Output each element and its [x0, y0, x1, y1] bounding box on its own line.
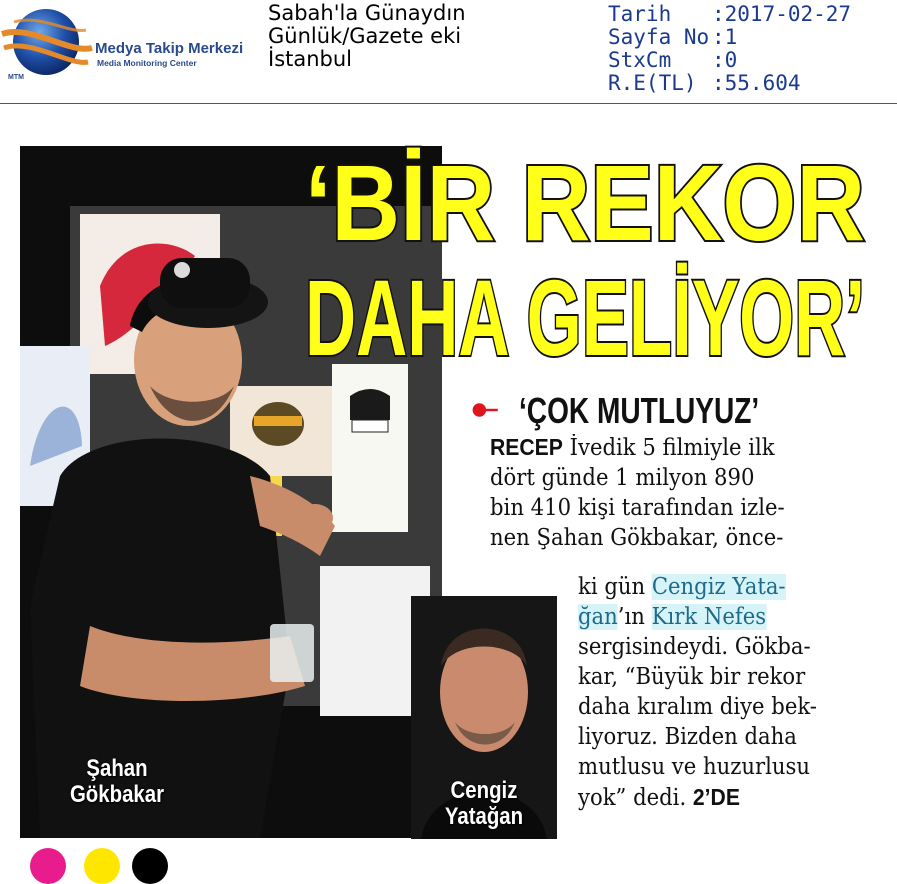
meta-date: Tarih :2017-02-27	[608, 2, 852, 26]
headline	[298, 140, 872, 378]
red-dot-icon	[472, 398, 499, 422]
magenta-swatch	[30, 848, 66, 884]
body-line: liyoruz. Bizden daha	[578, 724, 797, 750]
globe-icon	[0, 4, 95, 84]
article-body-top	[490, 432, 810, 553]
body-line: sergisindeydi. Gökba-	[578, 634, 811, 660]
logo-subtitle: Media Monitoring Center	[97, 58, 197, 68]
headline-line-2: DAHA GELİYOR’	[305, 257, 865, 378]
body-line: RECEP İvedik 5 filmiyle ilk	[490, 434, 775, 461]
body-line: kar, “Büyük bir rekor	[578, 664, 806, 690]
continued-marker: 2’DE	[692, 784, 740, 810]
logo-title: Medya Takip Merkezi	[95, 40, 244, 57]
name-highlight: Cengiz Yata-	[651, 574, 786, 600]
headline-graphic	[298, 140, 872, 378]
body-line: nen Şahan Gökbakar, önce-	[490, 525, 784, 551]
subheading-text: ‘ÇOK MUTLUYUZ’	[519, 390, 760, 431]
body-line: mutlusu ve huzurlusu	[578, 754, 811, 780]
body-line: dört günde 1 milyon 890	[490, 465, 755, 491]
body-line: daha kıralım diye bek-	[578, 694, 817, 720]
header-divider	[0, 103, 897, 104]
caption-inset: Cengiz Yatağan	[444, 777, 524, 830]
publication-city: İstanbul	[268, 47, 353, 71]
body-line: bin 410 kişi tarafından izle-	[490, 495, 785, 521]
name-highlight: Kırk Nefes	[651, 604, 767, 630]
source-info	[268, 2, 466, 71]
body-line: yok” dedi. 2’DE	[578, 784, 740, 811]
name-highlight: ğan	[578, 604, 618, 630]
publication-type: Günlük/Gazete eki	[268, 24, 462, 48]
meta-stxcm: StxCm :0	[608, 48, 738, 72]
clipping-meta	[608, 3, 851, 95]
logo-abbr: MTM	[8, 74, 24, 81]
meta-ad-value: R.E(TL) :55.604	[608, 71, 801, 95]
yellow-swatch	[84, 848, 120, 884]
black-swatch	[132, 848, 168, 884]
body-line: ğan’ın Kırk Nefes	[578, 604, 767, 630]
body-line: ki gün Cengiz Yata-	[578, 574, 786, 600]
meta-page: Sayfa No :1	[608, 25, 738, 49]
article-body-bottom	[578, 572, 838, 813]
headline-line-1: ‘BİR REKOR	[305, 142, 865, 263]
publication-name: Sabah'la Günaydın	[268, 1, 466, 25]
clipping-header	[0, 0, 897, 104]
caption-main: Şahan Gökbakar	[69, 755, 165, 808]
mtm-logo	[0, 4, 266, 84]
